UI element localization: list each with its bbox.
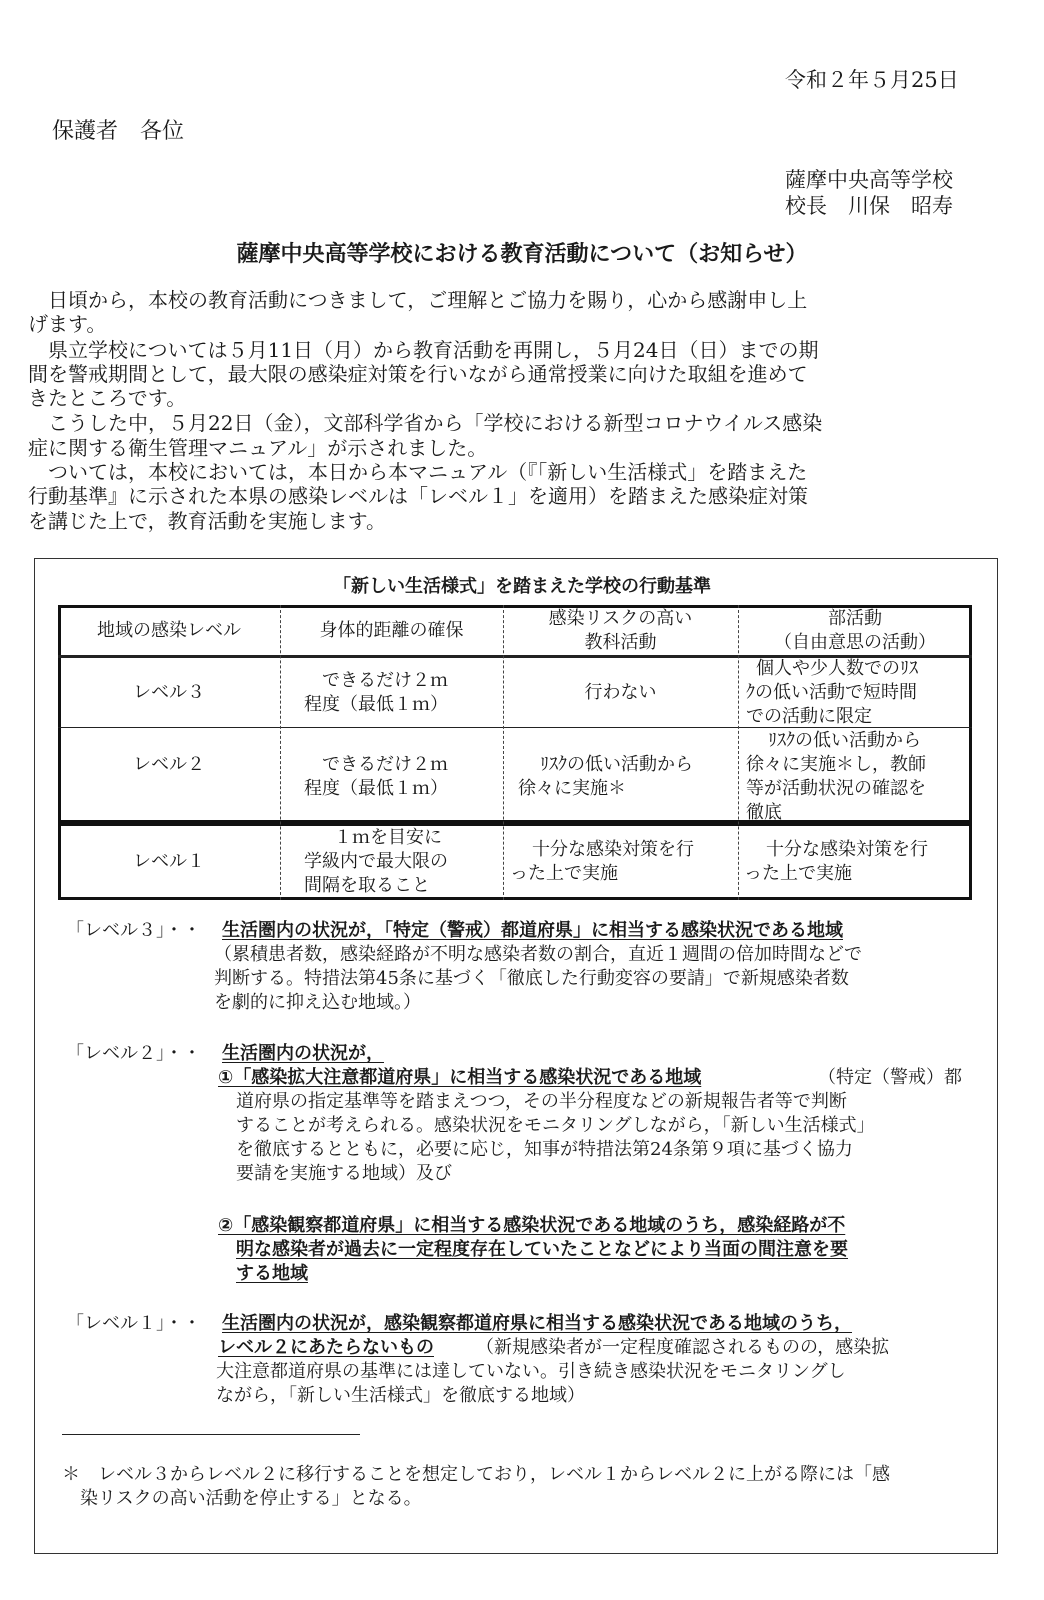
note-text: することが考えられる。感染状況をモニタリングしながら，「新しい生活様式」 — [236, 1115, 875, 1136]
level-label: レベル２ — [133, 754, 205, 775]
principal-name: 校長 川保 昭寿 — [785, 194, 953, 218]
header-text: 部活動 — [828, 608, 882, 629]
criteria-table — [58, 605, 972, 900]
header-text: 地域の感染レベル — [97, 620, 241, 641]
cell-text: ﾘｽｸの低い活動から — [768, 730, 921, 751]
note-text: （新規感染者が一定程度確認されるものの，感染拡 — [476, 1337, 890, 1358]
cell-text: った上で実施 — [744, 863, 852, 884]
header-text: 教科活動 — [584, 632, 657, 653]
level-label: レベル３ — [133, 682, 205, 703]
header-cell-subject — [503, 605, 738, 657]
cell-text: 学級内で最大限の — [304, 851, 448, 872]
note-text: を劇的に抑え込む地域。） — [214, 992, 421, 1013]
row-level2-subject — [518, 729, 738, 823]
row-level3-distance — [304, 657, 503, 729]
row-level3-club — [746, 657, 970, 729]
cell-text: できるだけ２ｍ — [304, 754, 448, 775]
note-level2-item2: 明な感染者が過去に一定程度存在していたことなどにより当面の間注意を要 — [236, 1239, 848, 1260]
cell-text: ｸの低い活動で短時間 — [746, 682, 917, 703]
header-cell-level — [58, 605, 280, 657]
body-line: 行動基準』に示された本県の感染レベルは「レベル１」を適用）を踏まえた感染症対策 — [28, 484, 808, 508]
cell-text: 十分な感染対策を行 — [766, 839, 928, 860]
row-level3-level — [58, 657, 280, 729]
header-cell-distance — [280, 605, 503, 657]
body-line: げます。 — [28, 312, 107, 336]
cell-text: 徐々に実施＊ — [518, 778, 626, 799]
body-line: こうした中，５月22日（金），文部科学省から「学校における新型コロナウイルス感染 — [28, 411, 823, 435]
cell-text: での活動に限定 — [746, 706, 872, 727]
cell-text: できるだけ２ｍ — [304, 670, 448, 691]
row-level1-club — [744, 826, 970, 898]
cell-text: １ｍを目安に — [334, 827, 442, 848]
note-level1-heading: レベル２にあたらないもの — [218, 1337, 434, 1358]
cell-text: 行わない — [584, 682, 657, 703]
note-text: 大注意都道府県の基準には達していない。引き続き感染状況をモニタリングし — [216, 1361, 846, 1382]
note-level3-heading: 生活圏内の状況が，「特定（警戒）都道府県」に相当する感染状況である地域 — [222, 920, 843, 941]
note-text: 要請を実施する地域）及び — [236, 1163, 452, 1184]
cell-text: った上で実施 — [510, 863, 618, 884]
cell-text: 等が活動状況の確認を — [746, 778, 926, 799]
note-level1-label: 「レベル１」・・ — [66, 1313, 201, 1334]
note-level2-heading: 生活圏内の状況が， — [222, 1043, 384, 1064]
header-text: 身体的距離の確保 — [319, 620, 464, 641]
body-line: 日頃から，本校の教育活動につきまして，ご理解とご協力を賜り，心から感謝申し上 — [28, 288, 808, 312]
note-level3-label: 「レベル３」・・ — [66, 920, 201, 941]
header-text: 感染リスクの高い — [548, 608, 693, 629]
note-text: （特定（警戒）都 — [818, 1067, 962, 1088]
recipient: 保護者 各位 — [52, 119, 185, 144]
body-line: 県立学校については５月11日（月）から教育活動を再開し，５月24日（日）までの期 — [28, 338, 819, 362]
row-level2-distance — [304, 729, 503, 823]
page-title: 薩摩中央高等学校における教育活動について（お知らせ） — [236, 241, 808, 267]
body-line: 間を警戒期間として，最大限の感染症対策を行いながら通常授業に向けた取組を進めて — [28, 362, 808, 386]
cell-text: 十分な感染対策を行 — [532, 839, 694, 860]
note-level1-heading: 生活圏内の状況が，感染観察都道府県に相当する感染状況である地域のうち， — [222, 1313, 852, 1334]
note-level2-label: 「レベル２」・・ — [66, 1043, 201, 1064]
footnote-divider — [62, 1434, 360, 1435]
note-text: 判断する。特措法第45条に基づく「徹底した行動変容の要請」で新規感染者数 — [214, 968, 849, 989]
level-label: レベル１ — [133, 851, 205, 872]
row-level1-level — [58, 826, 280, 898]
table-title: 「新しい生活様式」を踏まえた学校の行動基準 — [333, 576, 711, 597]
header-text: （自由意思の活動） — [774, 632, 936, 653]
note-text: 道府県の指定基準等を踏まえつつ，その半分程度などの新規報告者等で判断 — [236, 1091, 847, 1112]
footnote-text: ＊ レベル３からレベル２に移行することを想定しており，レベル１からレベル２に上がる際には「感 — [62, 1464, 890, 1485]
note-text: を徹底するとともに，必要に応じ，知事が特措法第24条第９項に基づく協力 — [236, 1139, 853, 1160]
note-text: （累積患者数，感染経路が不明な感染者数の割合，直近１週間の倍加時間などで — [214, 944, 862, 965]
cell-text: 程度（最低１ｍ） — [304, 778, 448, 799]
body-line: ついては，本校においては，本日から本マニュアル（『「新しい生活様式」を踏まえた — [28, 460, 808, 484]
cell-text: 徹底 — [746, 802, 782, 823]
row-level3-subject — [503, 657, 738, 729]
row-level1-subject — [510, 826, 738, 898]
body-line: きたところです。 — [28, 386, 187, 410]
note-level2-item1-heading: ①「感染拡大注意都道府県」に相当する感染状況である地域 — [218, 1067, 702, 1088]
note-level2-item2: する地域 — [236, 1263, 308, 1284]
cell-text: 個人や少人数でのﾘｽ — [756, 658, 918, 679]
body-line: を講じた上で，教育活動を実施します。 — [28, 509, 386, 533]
document-date: 令和２年５月25日 — [785, 68, 959, 92]
row-level2-level — [58, 729, 280, 823]
note-text: ながら，「新しい生活様式」を徹底する地域） — [216, 1385, 585, 1406]
header-cell-club — [738, 605, 972, 657]
cell-text: 間隔を取ること — [304, 875, 430, 896]
footnote-text: 染リスクの高い活動を停止する」となる。 — [80, 1488, 422, 1509]
school-name: 薩摩中央高等学校 — [785, 168, 953, 192]
row-level2-club — [746, 729, 970, 823]
row-level1-distance — [304, 826, 503, 898]
cell-text: 徐々に実施＊し，教師 — [746, 754, 926, 775]
body-line: 症に関する衛生管理マニュアル」が示されました。 — [28, 436, 488, 460]
note-level2-item2: ②「感染観察都道府県」に相当する感染状況である地域のうち，感染経路が不 — [218, 1215, 846, 1236]
cell-text: 程度（最低１ｍ） — [304, 694, 448, 715]
cell-text: ﾘｽｸの低い活動から — [540, 754, 693, 775]
